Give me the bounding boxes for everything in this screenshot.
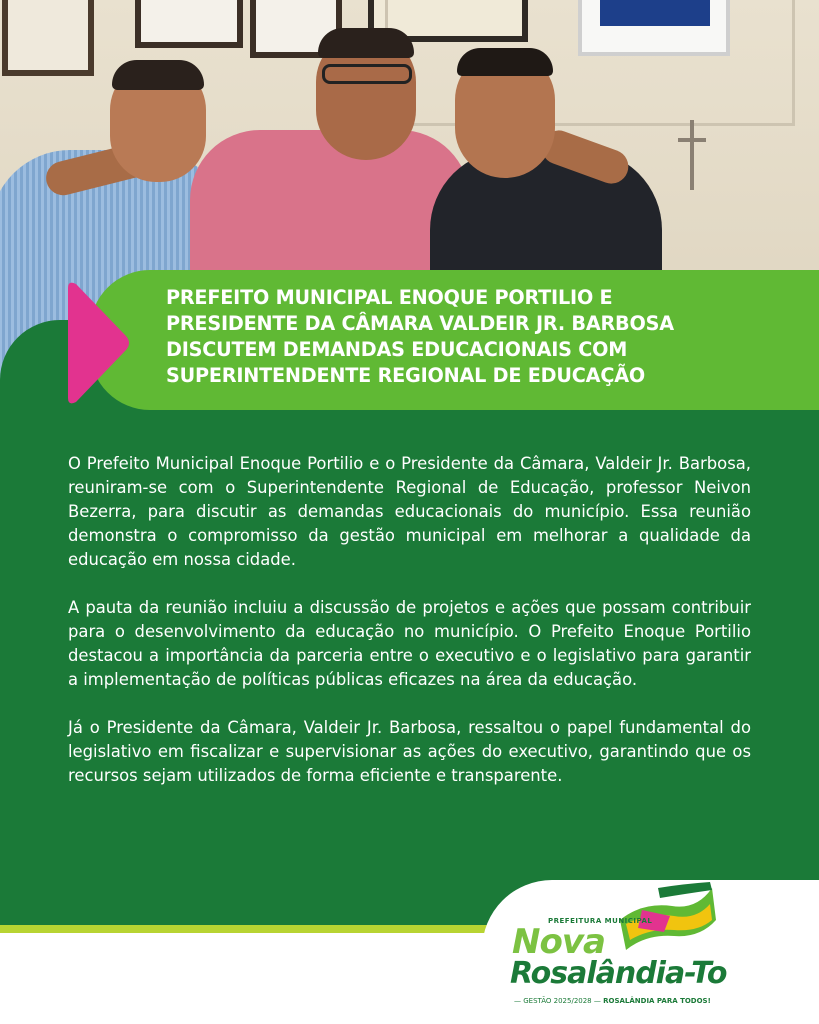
logo-slogan-text: ROSALÂNDIA PARA TODOS! bbox=[603, 997, 711, 1005]
wall-frame bbox=[2, 0, 94, 76]
wall-frame bbox=[135, 0, 243, 48]
pointer-arrow-icon bbox=[60, 280, 132, 406]
headline bbox=[166, 285, 806, 389]
person-left-hair bbox=[112, 60, 204, 90]
crucifix-bar bbox=[678, 138, 706, 142]
person-center-glasses bbox=[322, 64, 412, 84]
accent-stripe-lime bbox=[0, 925, 500, 933]
paragraph: A pauta da reunião incluiu a discussão de projetos e ações que possam contribuir para o desenvolvimento da educação no município. O Prefeito Enoque Portilio destacou a importância da parceria entre o executivo e o legislativo para garantir a implementação de políticas públicas eficazes na área da educação. bbox=[68, 598, 751, 689]
logo-slogan bbox=[514, 997, 711, 1005]
paragraph: O Prefeito Municipal Enoque Portilio e o Presidente da Câmara, Valdeir Jr. Barbosa, reuniram-se com o Superintendente Regional de Educação, professor Neivon Bezerra, para discutir as demandas educacionais do município. Essa reunião demonstra o compromisso da gestão municipal em melhorar a qualidade da educação em nossa cidade. bbox=[68, 454, 751, 569]
headline-line: DISCUTEM DEMANDAS EDUCACIONAIS COM bbox=[166, 338, 628, 361]
person-right-hair bbox=[457, 48, 553, 76]
paragraph: Já o Presidente da Câmara, Valdeir Jr. Barbosa, ressaltou o papel fundamental do legislativo em fiscalizar e supervisionar as ações do executivo, garantindo que os recursos sejam utilizados de forma eficiente e transparente. bbox=[68, 718, 751, 785]
wall-board bbox=[385, 0, 795, 126]
person-center-hair bbox=[318, 28, 414, 58]
crucifix bbox=[690, 120, 694, 190]
logo-name-rosalandia: Rosalândia-To bbox=[510, 956, 727, 991]
headline-line: PRESIDENTE DA CÂMARA VALDEIR JR. BARBOSA bbox=[166, 312, 674, 335]
headline-line: SUPERINTENDENTE REGIONAL DE EDUCAÇÃO bbox=[166, 364, 645, 387]
logo-top-text: PREFEITURA MUNICIPAL bbox=[548, 917, 653, 925]
logo-gestao: — GESTÃO 2025/2028 — bbox=[514, 997, 601, 1005]
article-body bbox=[68, 452, 751, 812]
logo-name-nova: Nova bbox=[512, 922, 605, 962]
headline-line: PREFEITO MUNICIPAL ENOQUE PORTILIO E bbox=[166, 286, 613, 309]
